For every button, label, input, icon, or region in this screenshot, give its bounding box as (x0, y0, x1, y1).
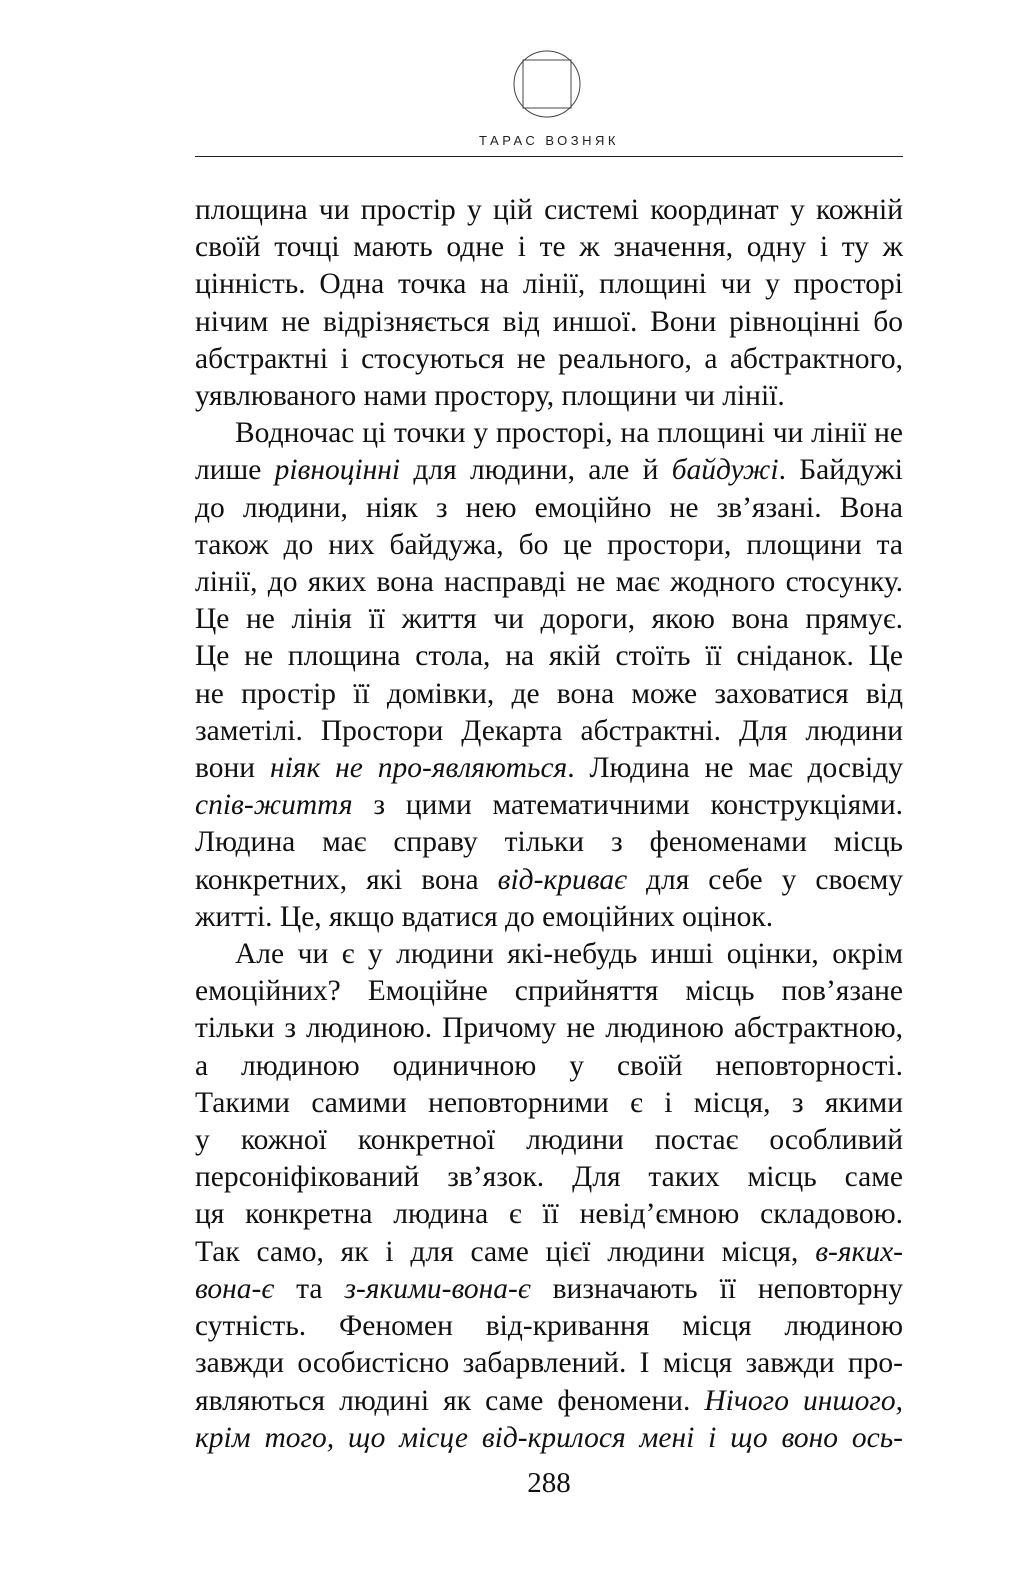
text-segment: персоніфікований зв’язок. Для таких місць саме (195, 1161, 903, 1194)
text-line (195, 1085, 903, 1122)
text-segment: ця конкретна людина є її невід’ємною складовою. (195, 1198, 903, 1231)
text-segment: площина чи простір у цій системі координат у кожній (195, 194, 903, 226)
text-segment: для себе у своєму (626, 863, 903, 896)
text-segment: емоційних? Емоційне сприйняття місць пов’язане (195, 975, 903, 1008)
text-line (195, 1159, 903, 1196)
text-line (195, 564, 903, 601)
text-segment: вони (195, 752, 270, 785)
text-segment: лише (195, 454, 275, 487)
text-segment: та (274, 1272, 345, 1305)
text-segment: нічим не відрізняється від иншої. Вони рівноцінні бо (195, 305, 903, 338)
text-segment: являються людині як саме феномени. (195, 1384, 705, 1417)
text-line (195, 750, 903, 787)
text-segment: тільки з людиною. Причому не людиною абстрактною, (195, 1012, 903, 1045)
text-segment: також до них байдужа, бо це простори, площини та (195, 528, 903, 561)
text-line (195, 490, 903, 527)
text-segment: Водночас ці точки у просторі, на площині чи лінії не (235, 417, 903, 450)
text-line (195, 713, 903, 750)
text-segment: визначають її неповторну (530, 1272, 903, 1305)
text-segment: Але чи є у людини які-небудь инші оцінки, окрім (235, 938, 903, 971)
header-rule (195, 156, 903, 157)
text-line (195, 1122, 903, 1159)
text-line (195, 601, 903, 638)
text-segment: . Людина не має досвіду (567, 752, 903, 785)
text-segment: Це не лінія її життя чи дороги, якою вона прямує. (195, 603, 903, 636)
text-line (195, 936, 903, 973)
text-line (195, 638, 903, 675)
text-line (195, 229, 903, 266)
running-head: ТАРАС ВОЗНЯК (479, 133, 619, 148)
italic-phrase: ніяк не про-являються (269, 752, 568, 785)
text-line (195, 1420, 903, 1457)
page-number: 288 (527, 1467, 571, 1499)
text-segment: з цими математичними конструкціями. (352, 789, 903, 822)
text-line (195, 824, 903, 861)
italic-phrase: з-якими-вона-є (344, 1272, 531, 1305)
text-segment: Людина має справу тільки з феноменами місць (195, 826, 903, 859)
text-line (195, 1271, 903, 1308)
text-line (195, 304, 903, 341)
text-segment: цінність. Одна точка на лінії, площині чи у просторі (195, 268, 903, 301)
text-line (195, 452, 903, 489)
text-line (195, 378, 903, 415)
text-segment: житті. Це, якщо вдатися до емоційних оцінок. (195, 900, 774, 933)
italic-phrase: байдужі (671, 454, 779, 487)
text-line (195, 1048, 903, 1085)
text-segment: конкретних, які вона (195, 863, 498, 896)
italic-phrase: спів-життя (195, 789, 353, 822)
text-segment: Такими самими неповторними є і місця, з якими (195, 1086, 903, 1119)
text-segment: у кожної конкретної людини постає особливий (195, 1124, 903, 1157)
text-segment: абстрактні і стосуються не реального, а абстрактного, (195, 342, 903, 375)
italic-phrase: в-яких- (815, 1235, 903, 1268)
text-line (195, 1234, 903, 1271)
text-line (195, 1345, 903, 1382)
text-segment: Так само, як і для саме цієї людини місця, (195, 1235, 816, 1268)
italic-phrase: крім того, що місце від-крилося мені і що воно ось- (195, 1421, 903, 1454)
text-line (195, 266, 903, 303)
text-line (195, 192, 903, 229)
text-segment: не простір її домівки, де вона може заховатися від (195, 677, 903, 710)
italic-phrase: рівноцінні (274, 454, 401, 487)
publisher-logo-icon (511, 48, 583, 120)
text-segment: уявлюваного нами простору, площини чи лінії. (195, 380, 785, 413)
text-line (195, 415, 903, 452)
text-segment: . Байдужі (778, 454, 903, 487)
italic-phrase: від-криває (497, 863, 627, 896)
text-line (195, 787, 903, 824)
italic-phrase: Нічого иншого, (704, 1384, 904, 1417)
text-line (195, 341, 903, 378)
text-segment: своїй точці мають одне і те ж значення, одну і ту ж (195, 231, 903, 264)
text-segment: сутність. Феномен від-кривання місця людиною (195, 1310, 903, 1343)
text-segment: заметілі. Простори Декарта абстрактні. Для людини (195, 714, 903, 747)
italic-phrase: вона-є (195, 1272, 275, 1305)
text-segment: для людини, але й (400, 454, 672, 487)
text-line (195, 1010, 903, 1047)
text-line (195, 862, 903, 899)
body-text (195, 192, 903, 1457)
text-line (195, 1196, 903, 1233)
text-line (195, 1383, 903, 1420)
text-line (195, 973, 903, 1010)
text-line (195, 1308, 903, 1345)
text-segment: до людини, ніяк з нею емоційно не зв’язані. Вона (195, 491, 903, 524)
text-segment: завжди особистісно забарвлений. І місця завжди про- (195, 1347, 903, 1380)
text-line (195, 527, 903, 564)
text-segment: Це не площина стола, на якій стоїть її сніданок. Це (195, 640, 903, 673)
text-segment: лінії, до яких вона насправді не має жодного стосунку. (195, 566, 903, 599)
text-line (195, 676, 903, 713)
text-line (195, 899, 903, 936)
text-segment: а людиною одиничною у своїй неповторності. (195, 1049, 903, 1082)
